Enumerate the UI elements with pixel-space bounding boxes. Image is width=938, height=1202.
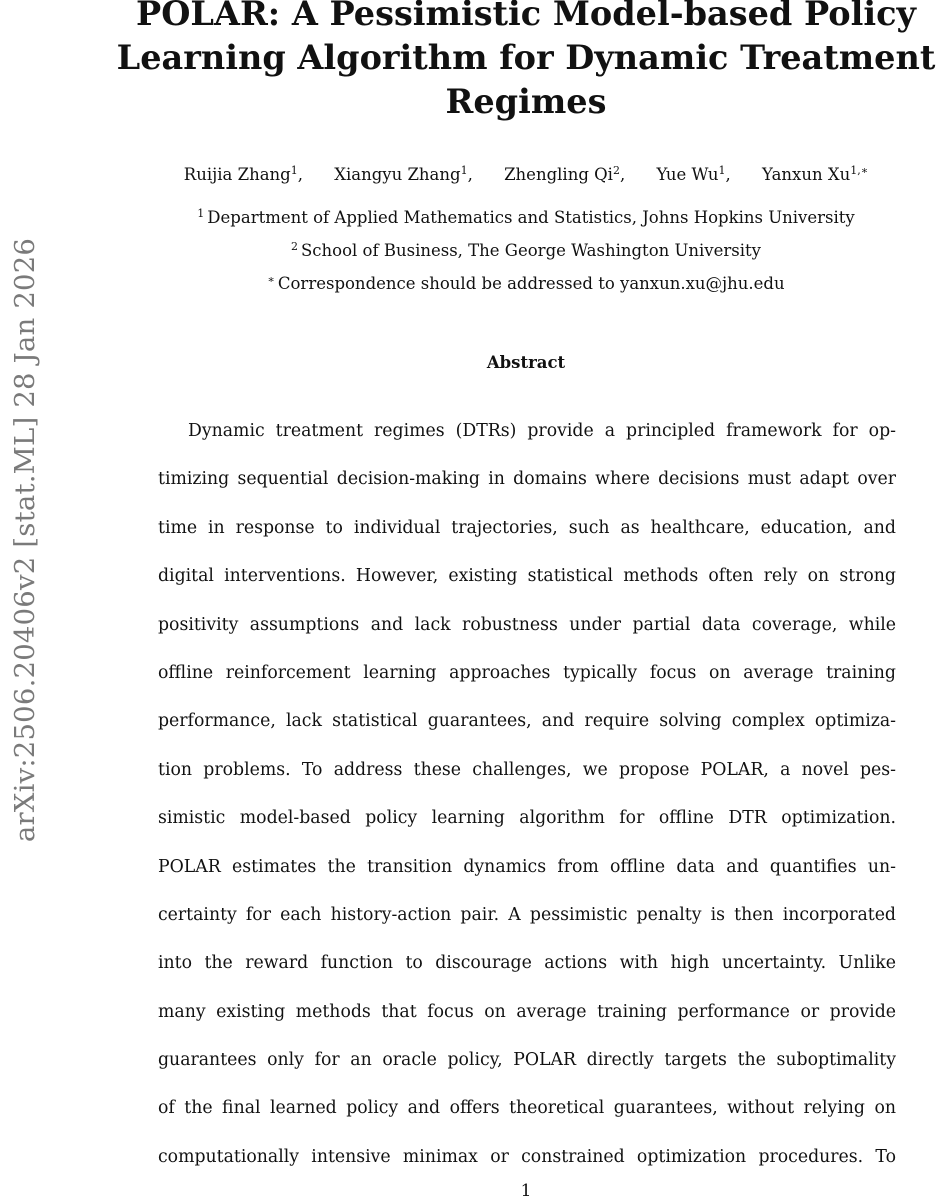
affiliation-1 bbox=[120, 206, 932, 230]
author-affiliation-mark: 1 bbox=[718, 164, 726, 177]
author-name: Yanxun Xu bbox=[761, 165, 851, 184]
author-yanxun-xu bbox=[762, 165, 868, 184]
author-separator: , bbox=[725, 165, 731, 184]
arxiv-identifier-stamp bbox=[0, 0, 50, 1200]
abstract-line: performance, lack statistical guarantees, and require solving complex optimiza- bbox=[158, 711, 896, 732]
author-zhengling-qi bbox=[504, 165, 625, 184]
abstract-line: certainty for each history-action pair. A pessimistic penalty is then incorporated bbox=[158, 904, 896, 925]
abstract-line: guarantees only for an oracle policy, POLAR directly targets the suboptimality bbox=[158, 1050, 896, 1071]
abstract-body bbox=[158, 407, 896, 1181]
author-name: Ruijia Zhang bbox=[183, 165, 291, 184]
affiliation-text: Department of Applied Mathematics and Statistics, Johns Hopkins University bbox=[207, 208, 855, 227]
abstract-line: many existing methods that focus on average training performance or provide bbox=[158, 1001, 896, 1022]
abstract-line: into the reward function to discourage actions with high uncertainty. Unlike bbox=[158, 953, 896, 974]
author-name: Zhengling Qi bbox=[504, 165, 613, 184]
abstract-line: time in response to individual trajectories, such as healthcare, education, and bbox=[158, 517, 896, 538]
author-separator: , bbox=[297, 165, 303, 184]
abstract-heading: Abstract bbox=[486, 353, 566, 372]
affiliation-text: School of Business, The George Washington University bbox=[301, 241, 761, 260]
author-separator: , bbox=[619, 165, 626, 184]
abstract-line: offline reinforcement learning approaches typically focus on average training bbox=[158, 662, 896, 683]
abstract-line: Dynamic treatment regimes (DTRs) provide a principled framework for op- bbox=[188, 421, 896, 441]
author-yue-wu bbox=[656, 165, 730, 184]
affiliation-mark: 1 bbox=[197, 207, 205, 220]
correspondence-text: Correspondence should be addressed to yanxun.xu@jhu.edu bbox=[277, 274, 785, 293]
author-affiliation-mark: 2 bbox=[612, 164, 620, 177]
correspondence-note bbox=[120, 272, 932, 296]
author-separator: , bbox=[467, 165, 473, 184]
author-name: Xiangyu Zhang bbox=[334, 165, 461, 184]
abstract-line: POLAR estimates the transition dynamics from offline data and quantifies un- bbox=[158, 856, 896, 877]
arxiv-identifier-text: arXiv:2506.20406v2 [stat.ML] 28 Jan 2026 bbox=[9, 237, 41, 843]
author-affiliation-mark: 1,∗ bbox=[850, 164, 869, 177]
abstract-line: of the final learned policy and offers theoretical guarantees, without relying on bbox=[158, 1098, 896, 1119]
abstract-line: timizing sequential decision-making in domains where decisions must adapt over bbox=[158, 469, 896, 490]
abstract-line: tion problems. To address these challenges, we propose POLAR, a novel pes- bbox=[158, 759, 896, 780]
abstract-line: digital interventions. However, existing statistical methods often rely on strong bbox=[158, 566, 896, 587]
abstract-line: computationally intensive minimax or constrained optimization procedures. To bbox=[158, 1146, 896, 1167]
page-number: 1 bbox=[520, 1181, 532, 1201]
affiliation-2 bbox=[120, 239, 932, 263]
author-affiliation-mark: 1 bbox=[290, 164, 298, 177]
abstract-line: simistic model-based policy learning algorithm for offline DTR optimization. bbox=[158, 808, 896, 829]
author-xiangyu-zhang bbox=[334, 165, 473, 184]
author-name: Yue Wu bbox=[656, 165, 719, 184]
author-list bbox=[120, 163, 932, 187]
affiliation-mark: 2 bbox=[291, 240, 298, 253]
paper-title: POLAR: A Pessimistic Model-based Policy Learning Algorithm for Dynamic Treatment Regimes bbox=[116, 0, 936, 121]
abstract-line: positivity assumptions and lack robustness under partial data coverage, while bbox=[158, 614, 896, 635]
author-ruijia-zhang bbox=[184, 165, 303, 184]
affiliation-mark: ∗ bbox=[267, 273, 275, 286]
author-affiliation-mark: 1 bbox=[460, 164, 468, 177]
